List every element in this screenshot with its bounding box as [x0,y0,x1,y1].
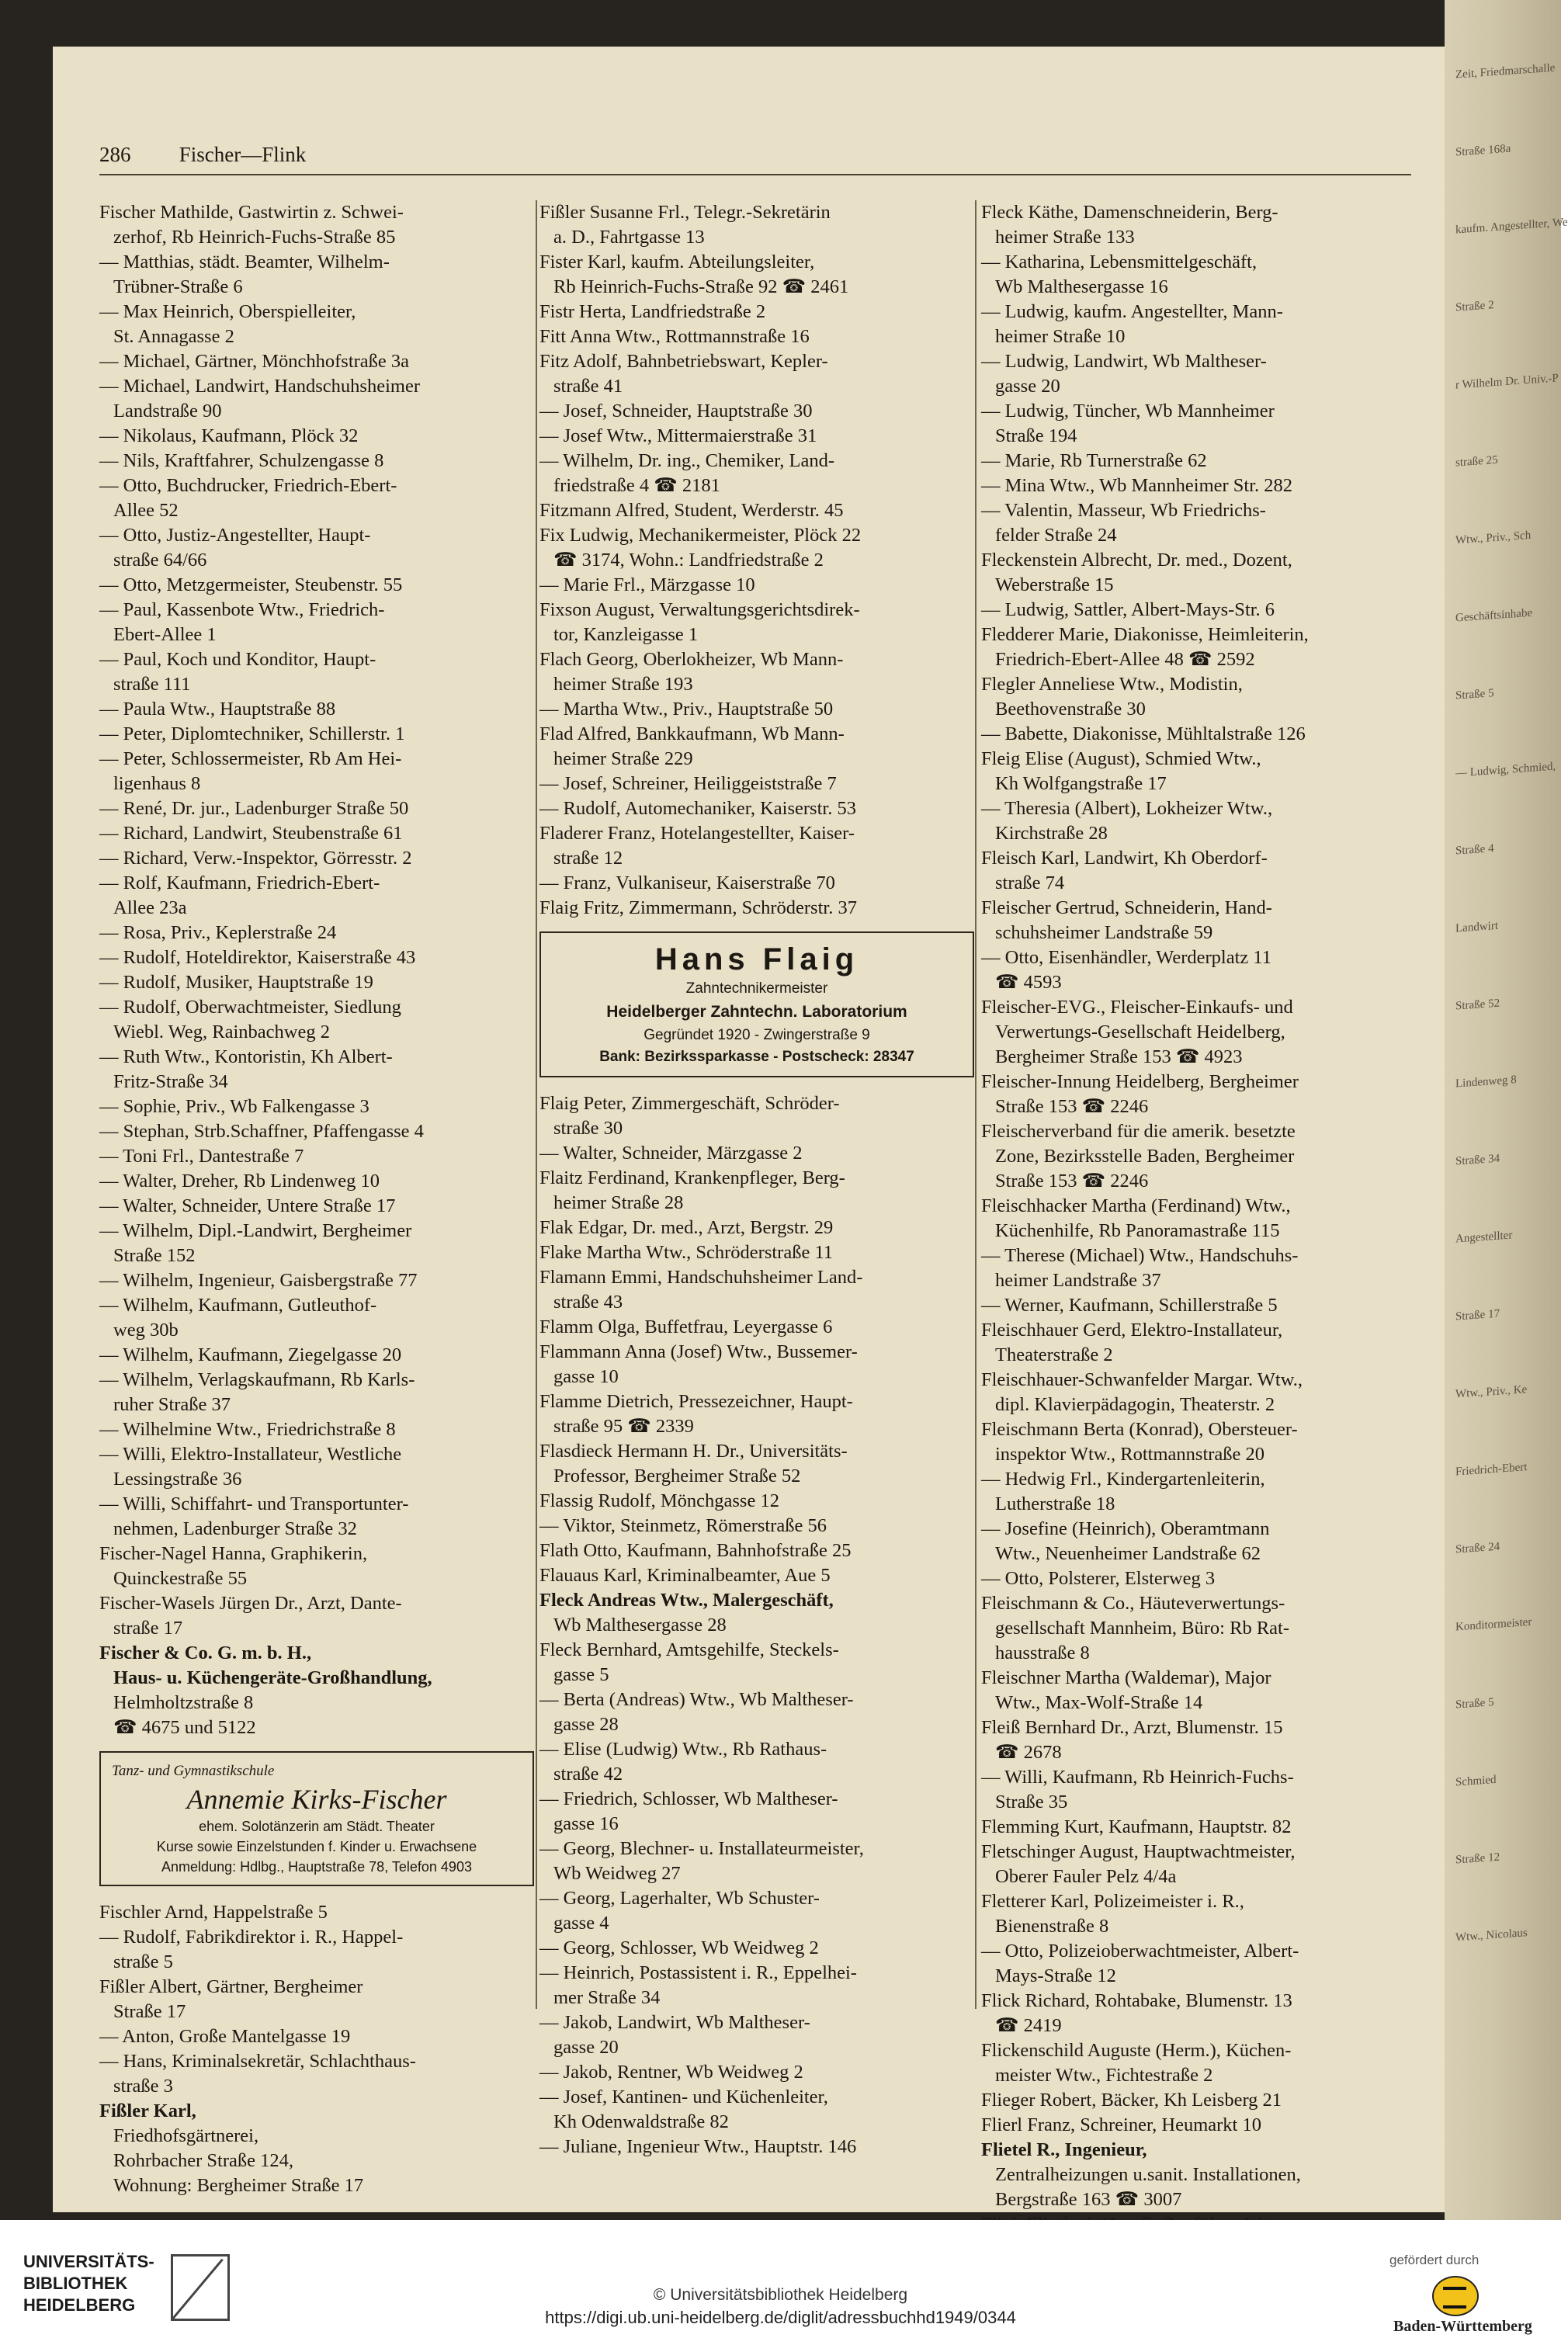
entries-block [539,1091,974,1588]
entry-line: — Babette, Diakonisse, Mühltalstraße 126 [981,723,1306,744]
entry-line: — Willi, Schiffahrt- und Transportunter- [99,1493,409,1514]
entry-line: gasse 16 [553,1813,619,1834]
entry-line: — Nikolaus, Kaufmann, Plöck 32 [99,425,359,446]
entry-line: Fritz-Straße 34 [113,1071,228,1092]
column-divider [975,200,977,2009]
entry-line: ☎ 3174, Wohn.: Landfriedstraße 2 [553,550,824,571]
entry-line: Fischer-Wasels Jürgen Dr., Arzt, Dante- [99,1593,402,1614]
facing-page-fragment: Straße 17 [1455,1307,1500,1323]
entry-line: — Paula Wtw., Hauptstraße 88 [99,699,336,720]
entry-line: Lessingstraße 36 [113,1469,242,1490]
entry-line: Fleig Elise (August), Schmied Wtw., [981,748,1261,769]
entry-line: Fißler Albert, Gärtner, Bergheimer [99,1976,363,1997]
entry-line: — Heinrich, Postassistent i. R., Eppelhei- [539,1962,857,1983]
entry-line: Lutherstraße 18 [995,1493,1115,1514]
entry-line: Flemming Kurt, Kaufmann, Hauptstr. 82 [981,1816,1292,1837]
entry-line: gasse 4 [553,1913,609,1934]
entry-line: St. Annagasse 2 [113,326,234,347]
entry-line: — Ludwig, kaufm. Angestellter, Mann- [981,301,1283,322]
entry-line: ligenhaus 8 [113,773,201,794]
entry-line: ☎ 4593 [995,972,1062,993]
entry-line: Rohrbacher Straße 124, [113,2150,293,2171]
entry-line: Fleischer-Innung Heidelberg, Bergheimer [981,1071,1299,1092]
entry-line: Fixson August, Verwaltungsgerichtsdirek- [539,599,860,620]
entry-line: heimer Straße 28 [553,1192,684,1213]
ad-line: ehem. Solotänzerin am Städt. Theater [199,1819,435,1834]
facing-page-fragment: Landwirt [1455,919,1498,935]
entry-line: — Anton, Große Mantelgasse 19 [99,2026,351,2047]
entry-line: — Otto, Polizeioberwachtmeister, Albert- [981,1941,1299,1962]
entry-line: heimer Straße 229 [553,748,693,769]
entry-line: Fischer-Nagel Hanna, Graphikerin, [99,1543,368,1564]
entry-line: heimer Landstraße 37 [995,1270,1161,1291]
entry-bold: Fleck Andreas Wtw., Malergeschäft, [539,1590,834,1611]
facing-page-fragment: Friedrich-Ebert [1455,1461,1528,1479]
facing-page-fragment: Straße 4 [1455,842,1494,858]
ad-line: Tanz- und Gymnastikschule [112,1763,275,1779]
entry-line: — Jakob, Rentner, Wb Weidweg 2 [539,2062,803,2083]
ad-line: Gegründet 1920 - Zwingerstraße 9 [644,1027,870,1043]
viewer-footer [0,2220,1561,2338]
entry-line: — Elise (Ludwig) Wtw., Rb Rathaus- [539,1739,827,1760]
entry-line: — Wilhelm, Kaufmann, Gutleuthof- [99,1295,377,1316]
entries-block [99,1900,534,2099]
entry-line: ☎ 2419 [995,2015,1062,2036]
entry-line: Professor, Bergheimer Straße 52 [553,1466,801,1486]
facing-page-fragment: Schmied [1455,1773,1497,1789]
entry-line: — Hedwig Frl., Kindergartenleiterin, [981,1469,1265,1490]
entry-line: Fleck Bernhard, Amtsgehilfe, Steckels- [539,1639,839,1660]
entry-line: — Therese (Michael) Wtw., Handschuhs- [981,1245,1299,1266]
entry-line: Flegler Anneliese Wtw., Modistin, [981,674,1243,695]
ad-name: Annemie Kirks-Fischer [186,1784,447,1815]
entry-line: Straße 17 [113,2001,186,2022]
header-rule [99,174,1411,175]
facing-page-fragment: Straße 5 [1455,687,1494,702]
entry-line: Ebert-Allee 1 [113,624,217,645]
entry-line: Fleischer Gertrud, Schneiderin, Hand- [981,897,1272,918]
facing-page-fragment: Wtw., Nicolaus [1455,1927,1528,1944]
entry-line: — Viktor, Steinmetz, Römerstraße 56 [539,1515,827,1536]
entry-line: Flath Otto, Kaufmann, Bahnhofstraße 25 [539,1540,852,1561]
entry-line: Fix Ludwig, Mechanikermeister, Plöck 22 [539,525,862,546]
entry-line: Wiebl. Weg, Rainbachweg 2 [113,1022,330,1042]
entry-line: — Valentin, Masseur, Wb Friedrichs- [981,500,1266,521]
entry-line: Straße 153 ☎ 2246 [995,1171,1149,1192]
entry-line: Flick Richard, Rohtabake, Blumenstr. 13 [981,1990,1292,2011]
entry-line: weg 30b [113,1320,179,1341]
entry-line: Bienenstraße 8 [995,1916,1109,1937]
advertisement-dance-school [99,1751,534,1886]
entry-line: Straße 153 ☎ 2246 [995,1096,1149,1117]
entry-line: — Rudolf, Automechaniker, Kaiserstr. 53 [539,798,856,819]
entry-line: — Juliane, Ingenieur Wtw., Hauptstr. 146 [539,2136,857,2157]
entry-line: — Ruth Wtw., Kontoristin, Kh Albert- [99,1046,393,1067]
entry-line: — Wilhelm, Dr. ing., Chemiker, Land- [539,450,834,471]
funded-by-label: gefördert durch [1389,2253,1480,2267]
entry-line: — Otto, Buchdrucker, Friedrich-Ebert- [99,475,397,496]
facing-page-text [1455,58,1568,2161]
entry-line: Fitt Anna Wtw., Rottmannstraße 16 [539,326,810,347]
copyright-text: © Universitätsbibliothek Heidelberg [653,2286,908,2304]
entry-line: Flaig Fritz, Zimmermann, Schröderstr. 37 [539,897,857,918]
library-name-line: HEIDELBERG [23,2295,136,2315]
column-2 [539,200,974,2159]
entry-line: Fladerer Franz, Hotelangestellter, Kaiser- [539,823,855,844]
ad-name: Hans Flaig [654,942,859,976]
ad-line: Zahntechnikermeister [685,980,828,997]
entry-line: Fletterer Karl, Polizeimeister i. R., [981,1891,1244,1912]
entry-line: Fister Karl, kaufm. Abteilungsleiter, [539,251,815,272]
entry-line: — Ludwig, Tüncher, Wb Mannheimer [981,401,1275,421]
entry-line: — Rolf, Kaufmann, Friedrich-Ebert- [99,872,380,893]
entry-line: straße 3 [113,2076,173,2097]
facing-page-fragment: Straße 12 [1455,1851,1500,1867]
entry-line: — Josef, Schneider, Hauptstraße 30 [539,401,813,421]
entry-line: schuhsheimer Landstraße 59 [995,922,1213,943]
entry-line: gasse 28 [553,1714,619,1735]
entry-line: Wtw., Max-Wolf-Straße 14 [995,1692,1203,1713]
entry-line: Straße 152 [113,1245,196,1266]
entry-line: heimer Straße 193 [553,674,693,695]
entry-line: — Stephan, Strb.Schaffner, Pfaffengasse 4 [99,1121,424,1142]
entry-line: heimer Straße 133 [995,227,1135,248]
entry-line: Wb Malthesergasse 28 [553,1615,727,1636]
entry-bold: Haus- u. Küchengeräte-Großhandlung, [113,1667,432,1688]
facing-page-edge [1445,0,1568,2220]
entry-line: straße 74 [995,872,1065,893]
entry-line: tor, Kanzleigasse 1 [553,624,699,645]
entry-line: Fleckenstein Albrecht, Dr. med., Dozent, [981,550,1292,571]
entry-line: a. D., Fahrtgasse 13 [553,227,705,248]
entry-line: — Jakob, Landwirt, Wb Maltheser- [539,2012,810,2033]
entry-line: — Wilhelm, Dipl.-Landwirt, Bergheimer [99,1220,412,1241]
entry-line: straße 30 [553,1118,623,1139]
entry-line: gasse 20 [995,376,1060,397]
entry-line: Fitzmann Alfred, Student, Werderstr. 45 [539,500,844,521]
entry-bold: Flietel R., Ingenieur, [981,2139,1147,2160]
entry-line: — Werner, Kaufmann, Schillerstraße 5 [981,1295,1278,1316]
running-header [99,143,306,167]
entry-line: Straße 194 [995,425,1077,446]
entry-line: Flickenschild Auguste (Herm.), Küchen- [981,2040,1292,2061]
facing-page-fragment: Konditormeister [1455,1615,1532,1634]
entry-line: straße 41 [553,376,623,397]
state-name: Baden-Württemberg [1393,2318,1532,2335]
entry-line: — Josef Wtw., Mittermaierstraße 31 [539,425,817,446]
column-divider [536,200,537,2009]
entry-line: Mays-Straße 12 [995,1965,1116,1986]
entry-line: Bergheimer Straße 153 ☎ 4923 [995,1046,1243,1067]
entry-line: straße 42 [553,1764,623,1785]
entry-line: Bergstraße 163 ☎ 3007 [995,2189,1182,2210]
entry-line: Fleck Käthe, Damenschneiderin, Berg- [981,202,1278,223]
facing-page-fragment: — Ludwig, Schmied, [1455,760,1556,780]
entry-line: — Hans, Kriminalsekretär, Schlachthaus- [99,2051,416,2072]
facing-page-fragment: kaufm. Angestellter, We [1455,216,1568,237]
entry-line: Flad Alfred, Bankkaufmann, Wb Mann- [539,723,845,744]
entry-line: — Rudolf, Fabrikdirektor i. R., Happel- [99,1927,404,1948]
entry-line: Flamann Emmi, Handschuhsheimer Land- [539,1267,863,1288]
entry-line: — Richard, Landwirt, Steubenstraße 61 [99,823,403,844]
entry-line: — Georg, Schlosser, Wb Weidweg 2 [539,1937,819,1958]
entry-line: Zentralheizungen u.sanit. Installationen, [995,2164,1301,2185]
entry-line: — Nils, Kraftfahrer, Schulzengasse 8 [99,450,384,471]
entry-line: — Berta (Andreas) Wtw., Wb Maltheser- [539,1689,854,1710]
entry-line: Fleischhauer-Schwanfelder Margar. Wtw., [981,1369,1303,1390]
facing-page-fragment: Straße 2 [1455,299,1494,314]
entry-line: Friedhofsgärtnerei, [113,2125,259,2146]
entry-line: Fistr Herta, Landfriedstraße 2 [539,301,766,322]
entry-line: — Theresia (Albert), Lokheizer Wtw., [981,798,1273,819]
entry-line: meister Wtw., Fichtestraße 2 [995,2065,1213,2086]
entry-line: Flaitz Ferdinand, Krankenpfleger, Berg- [539,1167,845,1188]
entry-line: Kh Odenwaldstraße 82 [553,2111,729,2132]
column-1 [99,200,534,2198]
entry-line: dipl. Klavierpädagogin, Theaterstr. 2 [995,1394,1275,1415]
entry-line: gesellschaft Mannheim, Büro: Rb Rat- [995,1618,1289,1639]
entry-line: Fischler Arnd, Happelstraße 5 [99,1902,328,1923]
entry-line: Verwertungs-Gesellschaft Heidelberg, [995,1022,1285,1042]
entry-line: — Wilhelm, Ingenieur, Gaisbergstraße 77 [99,1270,418,1291]
advertisement-dental-lab [539,931,974,1077]
entry-bold: Fißler Karl, [99,2100,196,2121]
entry-line: Wb Malthesergasse 16 [995,276,1168,297]
entry-line: gasse 5 [553,1664,609,1685]
entry-line: Fleischer-EVG., Fleischer-Einkaufs- und [981,997,1293,1018]
entry-line: Landstraße 90 [113,401,222,421]
entry-line: Kh Wolfgangstraße 17 [995,773,1167,794]
entry-line: — Josefine (Heinrich), Oberamtmann [981,1518,1270,1539]
entry-line: Helmholtzstraße 8 [113,1692,254,1713]
entry-line: Fleischner Martha (Waldemar), Major [981,1667,1271,1688]
entry-line: — Otto, Justiz-Angestellter, Haupt- [99,525,371,546]
ad-line: Kurse sowie Einzelstunden f. Kinder u. Erwachsene [156,1839,477,1854]
entry-line: Trübner-Straße 6 [113,276,243,297]
entry-line: Wtw., Neuenheimer Landstraße 62 [995,1543,1261,1564]
entry-line: Fledderer Marie, Diakonisse, Heimleiterin, [981,624,1309,645]
entry-line: — Paul, Koch und Konditor, Haupt- [99,649,376,670]
entry-line: — Rosa, Priv., Keplerstraße 24 [99,922,337,943]
facing-page-fragment: Straße 5 [1455,1696,1494,1712]
ad-line: Heidelberger Zahntechn. Laboratorium [606,1003,907,1021]
entry-line: Flaig Peter, Zimmergeschäft, Schröder- [539,1093,840,1114]
entry-line: Fitz Adolf, Bahnbetriebswart, Kepler- [539,351,828,372]
facing-page-fragment: Geschäftsinhabe [1455,606,1533,625]
entry-line: — Toni Frl., Dantestraße 7 [99,1146,304,1167]
entry-line: Flierl Franz, Schreiner, Heumarkt 10 [981,2114,1261,2135]
page-number: 286 [99,143,131,166]
entry-line: Kirchstraße 28 [995,823,1108,844]
library-name-line: UNIVERSITÄTS- [23,2252,154,2271]
entry-line: straße 111 [113,674,191,695]
entry-line: — Michael, Gärtner, Mönchhofstraße 3a [99,351,410,372]
entry-line: friedstraße 4 ☎ 2181 [553,475,720,496]
ad-line: Anmeldung: Hdlbg., Hauptstraße 78, Telefon 4903 [161,1859,472,1875]
entry-line: Flach Georg, Oberlokheizer, Wb Mann- [539,649,844,670]
entry-line: — Josef, Schreiner, Heiliggeiststraße 7 [539,773,837,794]
entry-line: Fischer Mathilde, Gastwirtin z. Schwei- [99,202,404,223]
entry-line: Fleiß Bernhard Dr., Arzt, Blumenstr. 15 [981,1717,1283,1738]
entry-line: hausstraße 8 [995,1642,1090,1663]
entry-line: Flauaus Karl, Kriminalbeamter, Aue 5 [539,1565,831,1586]
entry-line: — Paul, Kassenbote Wtw., Friedrich- [99,599,385,620]
entry-line: Flake Martha Wtw., Schröderstraße 11 [539,1242,834,1263]
facing-page-fragment: r Wilhelm Dr. Univ.-P [1455,372,1559,392]
entry-line: Fißler Susanne Frl., Telegr.-Sekretärin [539,202,831,223]
entry-line: ☎ 4675 und 5122 [113,1717,256,1738]
entry-line: — Peter, Diplomtechniker, Schillerstr. 1 [99,723,405,744]
entry-line: — Sophie, Priv., Wb Falkengasse 3 [99,1096,369,1117]
facing-page-fragment: Straße 34 [1455,1152,1500,1168]
entry-line: Rb Heinrich-Fuchs-Straße 92 ☎ 2461 [553,276,849,297]
entry-line: — Franz, Vulkaniseur, Kaiserstraße 70 [539,872,835,893]
entry-line: Fleischhauer Gerd, Elektro-Installateur, [981,1320,1283,1341]
facing-page-fragment: Wtw., Priv., Sch [1455,529,1532,547]
entry-line: straße 17 [113,1618,183,1639]
entry-line: — Peter, Schlossermeister, Rb Am Hei- [99,748,402,769]
entry-line: mer Straße 34 [553,1987,661,2008]
entry-line: — Michael, Landwirt, Handschuhsheimer [99,376,420,397]
entry-line: Straße 35 [995,1792,1068,1812]
entry-line: Fleischerverband für die amerik. besetzte [981,1121,1296,1142]
facing-page-fragment: straße 25 [1455,453,1498,470]
entry-line: — Matthias, städt. Beamter, Wilhelm- [99,251,390,272]
facing-page-fragment: Straße 52 [1455,997,1500,1013]
entry-line: — Rudolf, Oberwachtmeister, Siedlung [99,997,401,1018]
entry-line: zerhof, Rb Heinrich-Fuchs-Straße 85 [113,227,396,248]
state-emblem-icon [1432,2276,1479,2316]
entry-line: Theaterstraße 2 [995,1344,1113,1365]
entry-line: — Friedrich, Schlosser, Wb Maltheser- [539,1788,838,1809]
entry-line: — René, Dr. jur., Ladenburger Straße 50 [99,798,409,819]
entry-line: straße 43 [553,1292,623,1313]
entry-line: Wohnung: Bergheimer Straße 17 [113,2175,364,2196]
entry-line: — Ludwig, Landwirt, Wb Maltheser- [981,351,1267,372]
entry-line: straße 64/66 [113,550,207,571]
entry-line: straße 5 [113,1951,173,1972]
entry-line: gasse 10 [553,1366,619,1387]
entry-line: straße 95 ☎ 2339 [553,1416,694,1437]
entry-line: inspektor Wtw., Rottmannstraße 20 [995,1444,1265,1465]
entry-line: nehmen, Ladenburger Straße 32 [113,1518,357,1539]
entry-line: — Marie, Rb Turnerstraße 62 [981,450,1207,471]
entry-line: — Otto, Metzgermeister, Steubenstr. 55 [99,574,403,595]
entry-line: — Georg, Lagerhalter, Wb Schuster- [539,1888,820,1909]
entries-block [539,1613,974,2159]
column-3 [981,200,1416,2262]
entry-line: Flamm Olga, Buffetfrau, Leyergasse 6 [539,1316,833,1337]
entry-line: — Katharina, Lebensmittelgeschäft, [981,251,1258,272]
entries-block [539,200,974,921]
entry-line: Oberer Fauler Pelz 4/4a [995,1866,1177,1887]
entry-line: Flieger Robert, Bäcker, Kh Leisberg 21 [981,2090,1282,2111]
running-title: Fischer—Flink [179,143,307,166]
entry-line: Fleischhacker Martha (Ferdinand) Wtw., [981,1195,1291,1216]
entry-bold: Fischer & Co. G. m. b. H., [99,1642,312,1663]
entries-block [99,200,534,1641]
entry-line: straße 12 [553,848,623,869]
entry-line: — Wilhelm, Verlagskaufmann, Rb Karls- [99,1369,415,1390]
entry-line: Friedrich-Ebert-Allee 48 ☎ 2592 [995,649,1255,670]
entry-line: — Walter, Schneider, Märzgasse 2 [539,1143,803,1164]
entry-line: Fleischmann & Co., Häuteverwertungs- [981,1593,1285,1614]
entry-line: heimer Straße 10 [995,326,1126,347]
entry-line: gasse 20 [553,2037,619,2058]
facing-page-fragment: Straße 168a [1455,142,1511,159]
entry-line: felder Straße 24 [995,525,1117,546]
entry-line: — Willi, Kaufmann, Rb Heinrich-Fuchs- [981,1767,1294,1788]
entry-line: — Walter, Schneider, Untere Straße 17 [99,1195,396,1216]
entry-line: Beethovenstraße 30 [995,699,1146,720]
entry-line: Flassig Rudolf, Mönchgasse 12 [539,1490,779,1511]
entry-line: Flamme Dietrich, Pressezeichner, Haupt- [539,1391,853,1412]
entry-line: Flak Edgar, Dr. med., Arzt, Bergstr. 29 [539,1217,834,1238]
entry-line: — Ludwig, Sattler, Albert-Mays-Str. 6 [981,599,1275,620]
ad-line: Bank: Bezirkssparkasse - Postscheck: 28347 [599,1049,914,1065]
entry-line: ruher Straße 37 [113,1394,231,1415]
facing-page-fragment: Straße 24 [1455,1540,1500,1556]
entry-line: Quinckestraße 55 [113,1568,248,1589]
entry-line: — Wilhelm, Kaufmann, Ziegelgasse 20 [99,1344,402,1365]
entry-line: — Wilhelmine Wtw., Friedrichstraße 8 [99,1419,396,1440]
entries-block [99,2124,534,2198]
facing-page-fragment: Wtw., Priv., Ke [1455,1383,1528,1401]
facing-page-fragment: Zeit, Friedmarschalle [1455,61,1556,82]
entry-line: Wb Weidweg 27 [553,1863,681,1884]
facing-page-fragment: Lindenweg 8 [1455,1074,1517,1091]
entry-line: Allee 52 [113,500,179,521]
entry-line: — Willi, Elektro-Installateur, Westliche [99,1444,402,1465]
entry-line: Fleisch Karl, Landwirt, Kh Oberdorf- [981,848,1268,869]
entry-line: Allee 23a [113,897,187,918]
entry-line: — Rudolf, Hoteldirektor, Kaiserstraße 43 [99,947,416,968]
entry-line: ☎ 2678 [995,1742,1062,1763]
entry-line: Weberstraße 15 [995,574,1114,595]
entry-line: Zone, Bezirksstelle Baden, Bergheimer [995,1146,1295,1167]
entry-line: Küchenhilfe, Rb Panoramastraße 115 [995,1220,1280,1241]
entry-line: — Rudolf, Musiker, Hauptstraße 19 [99,972,373,993]
entry-line: — Georg, Blechner- u. Installateurmeister, [539,1838,864,1859]
facing-page-fragment: Angestellter [1455,1229,1513,1246]
entry-line: — Max Heinrich, Oberspielleiter, [99,301,356,322]
entry-line: — Josef, Kantinen- und Küchenleiter, [539,2087,828,2107]
entry-line: — Walter, Dreher, Rb Lindenweg 10 [99,1171,380,1192]
entry-line: Fleischmann Berta (Konrad), Obersteuer- [981,1419,1298,1440]
library-name-line: BIBLIOTHEK [23,2274,128,2293]
entry-line: — Otto, Eisenhändler, Werderplatz 11 [981,947,1271,968]
entry-line: Fletschinger August, Hauptwachtmeister, [981,1841,1296,1862]
entry-line: Flasdieck Hermann H. Dr., Universitäts- [539,1441,848,1462]
entry-line: — Martha Wtw., Priv., Hauptstraße 50 [539,699,834,720]
permalink-url[interactable]: https://digi.ub.uni-heidelberg.de/diglit/adressbuchhd1949/0344 [545,2308,1016,2327]
entry-line: — Richard, Verw.-Inspektor, Görresstr. 2 [99,848,412,869]
entry-line: Flammann Anna (Josef) Wtw., Bussemer- [539,1341,858,1362]
entry-line: — Mina Wtw., Wb Mannheimer Str. 282 [981,475,1293,496]
entry-line: — Marie Frl., Märzgasse 10 [539,574,755,595]
entry-line: — Otto, Polsterer, Elsterweg 3 [981,1568,1216,1589]
entries-block [981,200,1416,2138]
